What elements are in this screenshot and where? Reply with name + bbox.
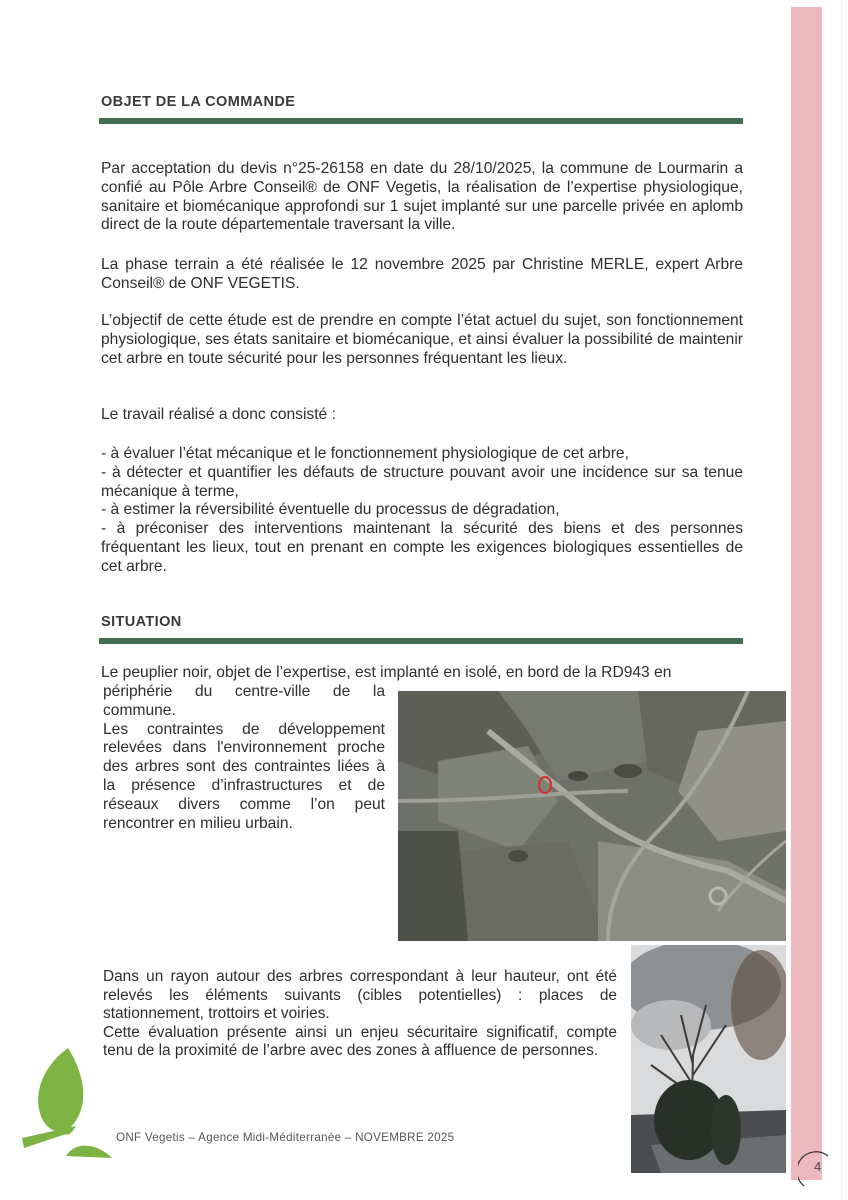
situation-bottom-text: [103, 968, 617, 1061]
objet-paragraph-3: L’objectif de cette étude est de prendre en compte l’état actuel du sujet, son fonctionnement physiologique, ses états sanitaire et biomécanique, et ainsi évaluer la possibilité de maintenir cet arbre en toute sécurité pour les personnes fréquentant les lieux.: [101, 312, 743, 367]
section-rule-objet: [99, 118, 743, 124]
section-rule-situation: [99, 638, 743, 644]
objet-paragraph-2: La phase terrain a été réalisée le 12 novembre 2025 par Christine MERLE, expert Arbre Conseil® de ONF VEGETIS.: [101, 256, 743, 292]
situation-text-periphery: périphérie du centre-ville de la commune.: [103, 683, 385, 719]
situation-text-constraints: Les contraintes de développement relevées dans l'environnement proche des arbres sont des contraintes liées à la présence d’infrastructures et de réseaux divers comme l’on peut rencontrer en milieu urbain.: [103, 720, 385, 832]
objet-paragraph-4: Le travail réalisé a donc consisté :: [101, 406, 336, 423]
objet-task-list: [101, 445, 743, 577]
aerial-map-image: [398, 691, 786, 941]
page-number-badge: [798, 1150, 838, 1190]
task-item: - à préconiser des interventions maintenant la sécurité des biens et des personnes fréquentant les lieux, tout en prenant en compte les exigences biologiques essentielles de cet arbre.: [101, 520, 743, 575]
situation-left-text: [103, 683, 385, 833]
leaf-stroke-icon: [22, 1126, 76, 1148]
situation-stakes-text: Cette évaluation présente ainsi un enjeu sécuritaire significatif, compte tenu de la proximité de l’arbre avec des zones à affluence de personnes.: [103, 1023, 617, 1060]
onf-leaf-logo: [18, 1040, 118, 1180]
objet-paragraph-1: Par acceptation du devis n°25-26158 en date du 28/10/2025, la commune de Lourmarin a confié au Pôle Arbre Conseil® de ONF Vegetis, la réalisation de l’expertise physiologique, sanitaire et biomécanique approfondi sur 1 sujet implanté sur une parcelle privée en aplomb direct de la route départementale traversant la ville.: [101, 160, 743, 234]
page-number: 4: [814, 1159, 822, 1174]
footer-text: ONF Vegetis – Agence Midi-Méditerranée – NOVEMBRE 2025: [116, 1131, 455, 1144]
leaf-icon: [38, 1048, 83, 1135]
tree-photo: [631, 945, 786, 1173]
side-decor-band: [791, 7, 822, 1180]
situation-intro-line: Le peuplier noir, objet de l’expertise, est implanté en isolé, en bord de la RD943 en: [101, 664, 672, 681]
task-item: - à évaluer l’état mécanique et le fonctionnement physiologique de cet arbre,: [101, 445, 629, 462]
page-edge: [841, 0, 842, 1200]
section-title-situation: SITUATION: [101, 614, 182, 630]
task-item: - à détecter et quantifier les défauts de structure pouvant avoir une incidence sur sa tenue mécanique à terme,: [101, 463, 743, 500]
task-item: - à estimer la réversibilité éventuelle du processus de dégradation,: [101, 501, 560, 519]
leaf-small-icon: [66, 1146, 112, 1158]
situation-targets-text: Dans un rayon autour des arbres correspondant à leur hauteur, ont été relevés les éléments suivants (cibles potentielles) : places de stationnement, trottoirs et voiries.: [103, 968, 617, 1023]
section-title-objet: OBJET DE LA COMMANDE: [101, 94, 296, 110]
